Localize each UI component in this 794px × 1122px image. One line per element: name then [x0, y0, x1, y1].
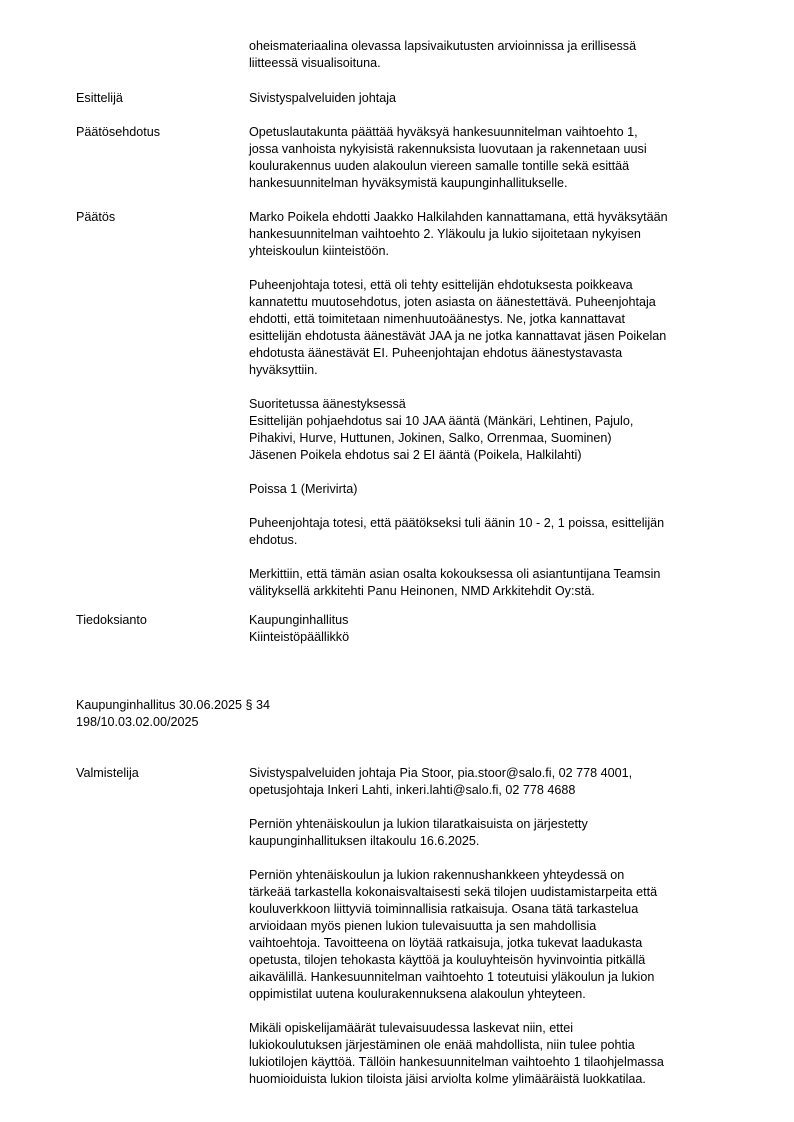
text-line: hankesuunnitelman vaihtoehto 2. Yläkoulu ja lukio sijoitetaan nykyisen [249, 227, 641, 241]
text-line: hankesuunnitelman hyväksymistä kaupunginhallitukselle. [249, 176, 568, 190]
text-line: Jäsenen Poikela ehdotus sai 2 EI ääntä (Poikela, Halkilahti) [249, 448, 582, 462]
text-line: liitteessä visualisoituna. [249, 56, 381, 70]
text-line: Kiinteistöpäällikkö [249, 630, 350, 644]
text-line: koulurakennus uuden alakoulun viereen samalle tontille sekä esittää [249, 159, 630, 173]
paatos-paragraph [249, 566, 741, 600]
text-line: huomioiduista lukion tiloista jäisi arviolta kolme ylimääräistä luokkatilaa. [249, 1072, 646, 1086]
case-number: 198/10.03.02.00/2025 [76, 715, 199, 729]
text-line: Marko Poikela ehdotti Jaakko Halkilahden kannattamana, että hyväksytään [249, 210, 668, 224]
intro-content [249, 38, 741, 72]
text-line: Sivistyspalveluiden johtaja [249, 91, 397, 105]
text-line: kouluverkkoon liittyviä toiminnallisia ratkaisuja. Osana tätä tarkastelua [249, 902, 639, 916]
paatos-label: Päätös [76, 210, 116, 224]
intro-paragraph [249, 38, 741, 72]
valmistelija-paragraph [249, 867, 741, 1003]
valmistelija-label: Valmistelija [76, 766, 139, 780]
text-line: Kaupunginhallitus [249, 613, 349, 627]
text-line: ehdotusta äänestävät EI. Puheenjohtajan ehdotus äänestystavasta [249, 346, 623, 360]
text-line: lukiokoulutuksen järjestäminen ole enää mahdollista, niin tulee pohtia [249, 1038, 635, 1052]
valmistelija-paragraph [249, 816, 741, 850]
text-line: Merkittiin, että tämän asian osalta kokouksessa oli asiantuntijana Teamsin [249, 567, 661, 581]
paatosehdotus-paragraph [249, 124, 741, 192]
text-line: Suoritetussa äänestyksessä [249, 397, 406, 411]
text-line: tärkeää tarkastella kokonaisvaltaisesti sekä tilojen uudistamistarpeita että [249, 885, 658, 899]
text-line: oppimistilat uutena koulurakennuksena alakoulun yhteyteen. [249, 987, 586, 1001]
text-line: Opetuslautakunta päättää hyväksyä hankesuunnitelman vaihtoehto 1, [249, 125, 638, 139]
text-line: yhteiskoulun kiinteistöön. [249, 244, 390, 258]
text-line: arvioidaan myös pienen lukion tulevaisuutta ja sen mahdollisia [249, 919, 597, 933]
text-line: jossa vanhoista nykyisistä rakennuksista luovutaan ja rakennetaan uusi [249, 142, 647, 156]
text-line: Esittelijän pohjaehdotus sai 10 JAA ääntä (Mänkäri, Lehtinen, Pajulo, [249, 414, 634, 428]
text-line: aikavälillä. Hankesuunnitelman vaihtoehto 1 toteutuisi yläkoulun ja lukion [249, 970, 655, 984]
paatosehdotus-label: Päätösehdotus [76, 125, 161, 139]
kh-meeting-heading [76, 697, 746, 731]
text-line: Sivistyspalveluiden johtaja Pia Stoor, pia.stoor@salo.fi, 02 778 4001, [249, 766, 633, 780]
text-line: kannatettu muutosehdotus, joten asiasta on äänestettävä. Puheenjohtaja [249, 295, 656, 309]
text-line: esittelijän ehdotusta äänestävät JAA ja ne jotka kannattavat jäsen Poikelan [249, 329, 667, 343]
text-line: Mikäli opiskelijamäärät tulevaisuudessa laskevat niin, ettei [249, 1021, 574, 1035]
text-line: Puheenjohtaja totesi, että oli tehty esittelijän ehdotuksesta poikkeava [249, 278, 633, 292]
paatos-paragraph [249, 481, 741, 498]
text-line: lukiotilojen käyttöä. Tällöin hankesuunnitelman vaihtoehto 1 tilaohjelmassa [249, 1055, 664, 1069]
text-line: Pihakivi, Hurve, Huttunen, Jokinen, Salko, Orrenmaa, Suominen) [249, 431, 612, 445]
esittelija-label: Esittelijä [76, 91, 123, 105]
text-line: opetusjohtaja Inkeri Lahti, inkeri.lahti@salo.fi, 02 778 4688 [249, 783, 576, 797]
text-line: ehdotti, että toimitetaan nimenhuutoäänestys. Ne, jotka kannattavat [249, 312, 625, 326]
text-line: ehdotus. [249, 533, 298, 547]
paatosehdotus-content [249, 124, 741, 192]
text-line: opetusta, tilojen tehokasta käyttöä ja kouluyhteisön hyvinvointia pitkällä [249, 953, 646, 967]
text-line: Puheenjohtaja totesi, että päätökseksi tuli äänin 10 - 2, 1 poissa, esittelijän [249, 516, 665, 530]
paatos-paragraph [249, 396, 741, 464]
valmistelija-paragraph [249, 765, 741, 799]
valmistelija-paragraph [249, 1020, 741, 1088]
paatos-paragraph [249, 209, 741, 260]
text-line: hyväksyttiin. [249, 363, 318, 377]
text-line: Perniön yhtenäiskoulun ja lukion rakennushankkeen yhteydessä on [249, 868, 625, 882]
tiedoksianto-label: Tiedoksianto [76, 613, 147, 627]
esittelija-paragraph [249, 90, 741, 107]
valmistelija-content [249, 765, 741, 1088]
text-line: kaupunginhallituksen iltakoulu 16.6.2025. [249, 834, 480, 848]
esittelija-content [249, 90, 741, 107]
paatos-paragraph [249, 277, 741, 379]
text-line: Perniön yhtenäiskoulun ja lukion tilaratkaisuista on järjestetty [249, 817, 588, 831]
text-line: vaihtoehtoja. Tavoitteena on löytää ratkaisuja, jotka tukevat laadukasta [249, 936, 643, 950]
text-line: Poissa 1 (Merivirta) [249, 482, 358, 496]
paatos-content [249, 209, 741, 600]
tiedoksianto-paragraph [249, 612, 741, 646]
tiedoksianto-content [249, 612, 741, 646]
text-line: välityksellä arkkitehti Panu Heinonen, NMD Arkkitehdit Oy:stä. [249, 584, 595, 598]
meeting-reference: Kaupunginhallitus 30.06.2025 § 34 [76, 698, 270, 712]
text-line: oheismateriaalina olevassa lapsivaikutusten arvioinnissa ja erillisessä [249, 39, 637, 53]
paatos-paragraph [249, 515, 741, 549]
